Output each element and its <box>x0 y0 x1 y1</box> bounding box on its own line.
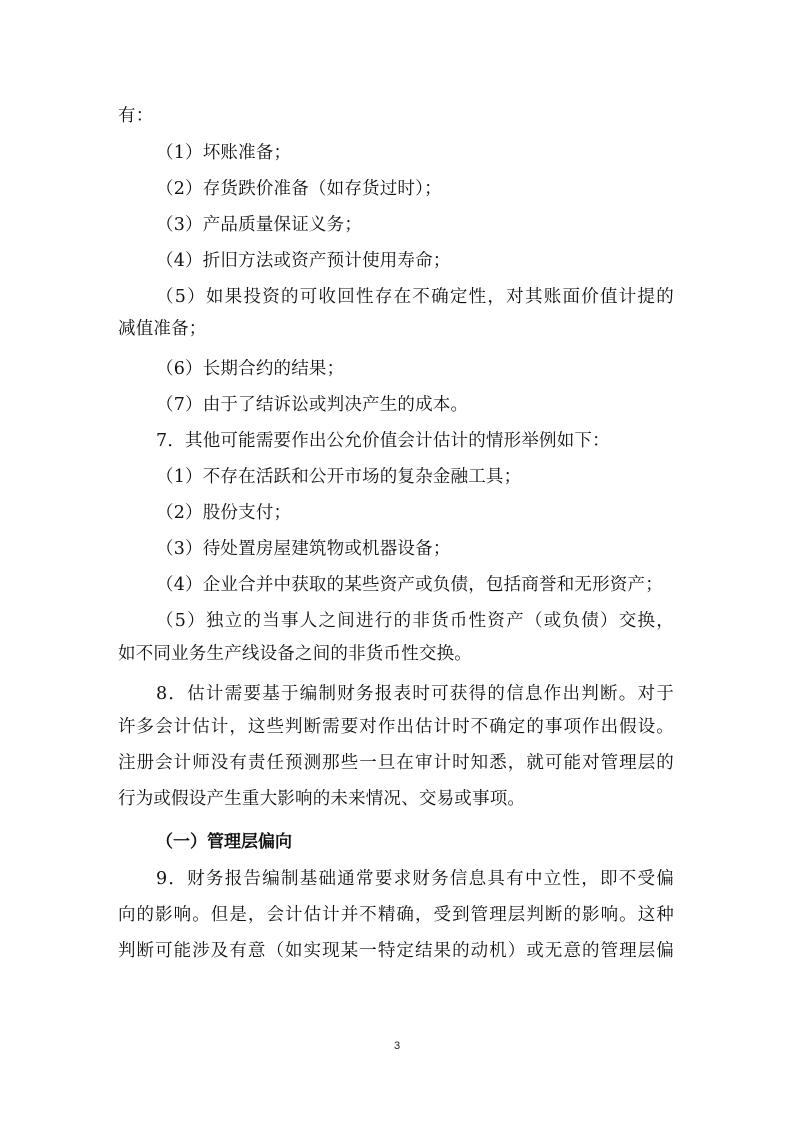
paragraph-line: 向的影响。但是，会计估计并不精确，受到管理层判断的影响。这种 <box>118 905 674 925</box>
paragraph-line: 判断可能涉及有意（如实现某一特定结果的动机）或无意的管理层偏 <box>118 941 674 961</box>
list-item: （7）由于了结诉讼或判决产生的成本。 <box>156 395 469 415</box>
list-item: （5）如果投资的可收回性存在不确定性，对其账面价值计提的 <box>156 287 674 307</box>
paragraph-line: 行为或假设产生重大影响的未来情况、交易或事项。 <box>118 789 526 809</box>
text-line: 有： <box>118 106 154 126</box>
page-number: 3 <box>393 1040 401 1052</box>
list-item: （4）企业合并中获取的某些资产或负债，包括商誉和无形资产； <box>156 575 663 595</box>
paragraph-line: 9．财务报告编制基础通常要求财务信息具有中立性，即不受偏 <box>156 869 674 889</box>
list-item: （3）待处置房屋建筑物或机器设备； <box>156 539 451 559</box>
list-item: （1）坏账准备； <box>156 143 292 163</box>
list-item: （2）存货跌价准备（如存货过时）； <box>156 179 442 199</box>
paragraph-line: 许多会计估计，这些判断需要对作出估计时不确定的事项作出假设。 <box>118 717 674 737</box>
paragraph-line: 注册会计师没有责任预测那些一旦在审计时知悉，就可能对管理层的 <box>118 753 674 773</box>
section-heading: （一）管理层偏向 <box>156 832 292 852</box>
text-line: 如不同业务生产线设备之间的非货币性交换。 <box>118 644 472 664</box>
list-item: （2）股份支付； <box>156 503 292 523</box>
list-item: （3）产品质量保证义务； <box>156 215 363 235</box>
list-item: （4）折旧方法或资产预计使用寿命； <box>156 251 451 271</box>
list-item: （5）独立的当事人之间进行的非货币性资产（或负债）交换， <box>156 611 674 631</box>
list-item: （1）不存在活跃和公开市场的复杂金融工具； <box>156 467 522 487</box>
paragraph-line: 8．估计需要基于编制财务报表时可获得的信息作出判断。对于 <box>156 684 674 704</box>
paragraph-line: 7．其他可能需要作出公允价值会计估计的情形举例如下： <box>156 431 610 451</box>
text-line: 减值准备； <box>118 319 207 339</box>
list-item: （6）长期合约的结果； <box>156 359 345 379</box>
